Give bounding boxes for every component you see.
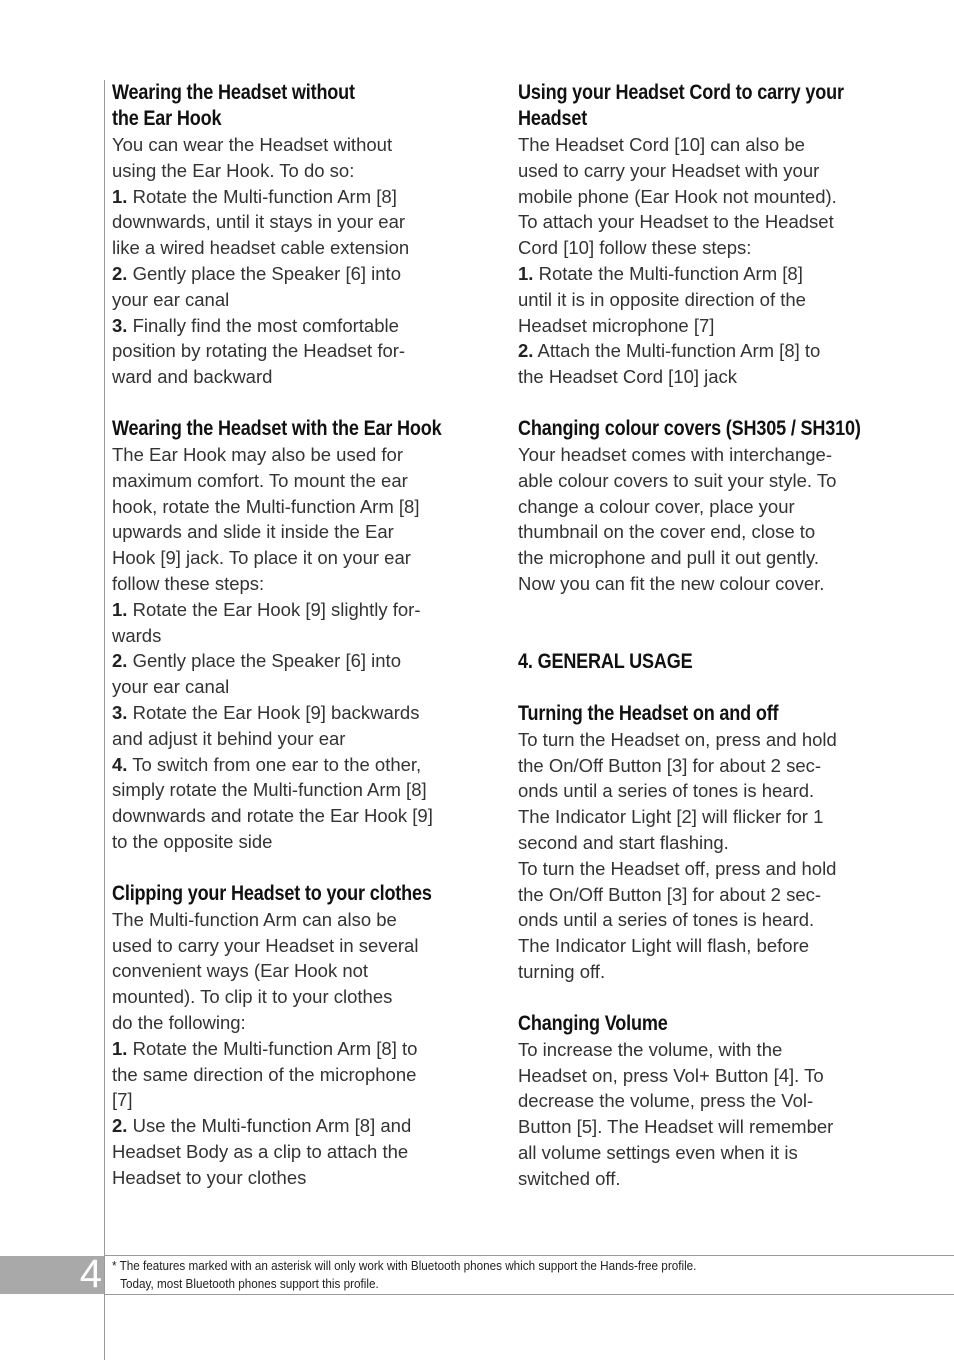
line-text: and adjust it behind your ear (112, 727, 346, 749)
text-line (112, 494, 472, 520)
step-number: 2. (518, 340, 534, 362)
footer-rule-bottom (104, 1294, 954, 1295)
text-line (112, 1036, 472, 1062)
line-text: used to carry your Headset in several (112, 934, 419, 956)
text-line (518, 132, 878, 158)
line-text: Cord [10] follow these steps: (518, 237, 752, 259)
line-text: simply rotate the Multi-function Arm [8] (112, 779, 427, 801)
step-number: 1. (518, 262, 534, 284)
step-number: 1. (112, 1037, 128, 1059)
line-text: the Headset Cord [10] jack (518, 366, 738, 388)
section-title: Turning the Headset on and off (518, 701, 779, 725)
line-text: Gently place the Speaker [6] into (127, 262, 401, 284)
section-title: Clipping your Headset to your clothes (112, 881, 432, 905)
section-title: Changing colour covers (SH305 / SH310) (518, 416, 861, 440)
step-number: 2. (112, 650, 128, 672)
section-title: Wearing the Headset with the Ear Hook (112, 416, 442, 440)
line-text: the microphone and pull it out gently. (518, 547, 819, 569)
text-line (112, 674, 472, 700)
section-title: the Ear Hook (112, 107, 222, 130)
line-text: thumbnail on the cover end, close to (518, 521, 816, 543)
line-text: hook, rotate the Multi-function Arm [8] (112, 495, 420, 517)
line-text: Gently place the Speaker [6] into (127, 650, 401, 672)
text-line (518, 338, 878, 364)
left-column (112, 80, 472, 1216)
text-line (112, 1010, 472, 1036)
line-text: the On/Off Button [3] for about 2 sec- (518, 883, 822, 905)
text-line (518, 287, 878, 313)
line-text: Headset microphone [7] (518, 314, 715, 336)
text-line (518, 778, 878, 804)
line-text: decrease the volume, press the Vol- (518, 1090, 814, 1112)
line-text: mobile phone (Ear Hook not mounted). (518, 185, 837, 207)
line-text: downwards, until it stays in your ear (112, 211, 406, 233)
section-with-ear-hook (112, 416, 472, 855)
line-text: all volume settings even when it is (518, 1141, 798, 1163)
text-line (112, 442, 472, 468)
text-line (112, 777, 472, 803)
line-text: The Ear Hook may also be used for (112, 443, 404, 465)
text-line (112, 364, 472, 390)
text-line (112, 597, 472, 623)
text-line (112, 1087, 472, 1113)
text-line (518, 209, 878, 235)
text-line (112, 184, 472, 210)
right-column (518, 80, 878, 1218)
text-line (112, 468, 472, 494)
text-line (518, 364, 878, 390)
line-text: the same direction of the microphone (112, 1063, 417, 1085)
page-number: 4 (79, 1252, 102, 1296)
line-text: Rotate the Multi-function Arm [8] (533, 262, 803, 284)
section-body (518, 727, 878, 985)
text-line (518, 494, 878, 520)
text-line (112, 958, 472, 984)
line-text: your ear canal (112, 676, 230, 698)
line-text: Now you can fit the new colour cover. (518, 572, 825, 594)
section-headset-cord (518, 80, 878, 390)
section-colour-covers (518, 416, 878, 597)
text-line (518, 856, 878, 882)
text-line (518, 1166, 878, 1192)
text-line (112, 313, 472, 339)
section-body (518, 1037, 878, 1192)
text-line (518, 519, 878, 545)
text-line (112, 571, 472, 597)
line-text: Headset to your clothes (112, 1166, 307, 1188)
line-text: onds until a series of tones is heard. (518, 909, 815, 931)
line-text: able colour covers to suit your style. To (518, 469, 837, 491)
line-text: switched off. (518, 1167, 621, 1189)
text-line (112, 752, 472, 778)
line-text: mounted). To clip it to your clothes (112, 986, 393, 1008)
section-body (518, 442, 878, 597)
line-text: The Headset Cord [10] can also be (518, 134, 805, 155)
text-line (518, 261, 878, 287)
line-text: change a colour cover, place your (518, 495, 795, 517)
line-text: second and start flashing. (518, 831, 729, 853)
line-text: upwards and slide it inside the Ear (112, 521, 394, 543)
section-title: Headset (518, 107, 588, 130)
step-number: 4. (112, 753, 128, 775)
line-text: The Indicator Light will flash, before (518, 935, 810, 957)
line-text: to the opposite side (112, 830, 273, 852)
chapter-title: 4. GENERAL USAGE (518, 649, 693, 673)
line-text: until it is in opposite direction of the (518, 288, 806, 310)
line-text: Rotate the Ear Hook [9] backwards (127, 701, 420, 723)
line-text: onds until a series of tones is heard. (518, 780, 815, 802)
footnote-line: Today, most Bluetooth phones support this profile. (120, 1276, 379, 1291)
line-text: maximum comfort. To mount the ear (112, 469, 408, 491)
text-line (518, 571, 878, 597)
line-text: your ear canal (112, 288, 230, 310)
line-text: Rotate the Multi-function Arm [8] (127, 185, 397, 207)
text-line (518, 804, 878, 830)
footer-rule-top (104, 1255, 954, 1256)
text-line (518, 727, 878, 753)
text-line (112, 829, 472, 855)
text-line (112, 287, 472, 313)
line-text: Headset on, press Vol+ Button [4]. To (518, 1064, 824, 1086)
step-number: 3. (112, 314, 128, 336)
line-text: using the Ear Hook. To do so: (112, 159, 355, 181)
text-line (112, 545, 472, 571)
text-line (112, 700, 472, 726)
line-text: To turn the Headset off, press and hold (518, 857, 837, 879)
line-text: To attach your Headset to the Headset (518, 211, 834, 233)
step-number: 3. (112, 701, 128, 723)
line-text: Button [5]. The Headset will remember (518, 1116, 834, 1138)
text-line (518, 235, 878, 261)
line-text: To turn the Headset on, press and hold (518, 728, 837, 750)
text-line (518, 1140, 878, 1166)
line-text: the On/Off Button [3] for about 2 sec- (518, 754, 822, 776)
page-number-box (0, 1252, 104, 1296)
text-line (518, 442, 878, 468)
text-line (112, 132, 472, 158)
line-text: You can wear the Headset without (112, 134, 393, 155)
chapter-general-usage (518, 649, 878, 675)
line-text: Hook [9] jack. To place it on your ear (112, 547, 411, 569)
section-changing-volume (518, 1011, 878, 1192)
section-body (112, 442, 472, 855)
text-line (112, 984, 472, 1010)
line-text: do the following: (112, 1011, 246, 1033)
step-number: 2. (112, 1115, 128, 1137)
section-title: Using your Headset Cord to carry your (518, 81, 844, 104)
section-title: Wearing the Headset without (112, 81, 355, 104)
text-line (518, 753, 878, 779)
line-text: downwards and rotate the Ear Hook [9] (112, 805, 433, 827)
text-line (112, 209, 472, 235)
line-text: used to carry your Headset with your (518, 159, 820, 181)
footnote-line: * The features marked with an asterisk will only work with Bluetooth phones which support the Hands-free profile. (112, 1258, 697, 1273)
text-line (112, 933, 472, 959)
text-line (112, 726, 472, 752)
text-line (112, 158, 472, 184)
text-line (518, 468, 878, 494)
text-line (518, 1114, 878, 1140)
line-text: Your headset comes with interchange- (518, 443, 833, 465)
text-line (112, 1113, 472, 1139)
line-text: position by rotating the Headset for- (112, 340, 406, 362)
text-line (518, 1088, 878, 1114)
line-text: Attach the Multi-function Arm [8] to (533, 340, 821, 362)
text-line (112, 1062, 472, 1088)
section-clip-to-clothes (112, 881, 472, 1191)
text-line (518, 882, 878, 908)
text-line (518, 830, 878, 856)
line-text: follow these steps: (112, 572, 265, 594)
line-text: To switch from one ear to the other, (127, 753, 422, 775)
text-line (518, 158, 878, 184)
line-text: turning off. (518, 960, 606, 982)
line-text: Use the Multi-function Arm [8] and (127, 1115, 412, 1137)
text-line (112, 623, 472, 649)
section-turning-on-off (518, 701, 878, 985)
line-text: Rotate the Ear Hook [9] slightly for- (127, 598, 421, 620)
line-text: [7] (112, 1089, 133, 1111)
section-body (112, 132, 472, 390)
margin-rule (104, 80, 105, 1360)
text-line (518, 313, 878, 339)
line-text: convenient ways (Ear Hook not (112, 960, 369, 982)
line-text: Rotate the Multi-function Arm [8] to (127, 1037, 418, 1059)
text-line (518, 933, 878, 959)
text-line (518, 545, 878, 571)
line-text: wards (112, 624, 162, 646)
text-line (518, 1037, 878, 1063)
text-line (112, 338, 472, 364)
text-line (112, 519, 472, 545)
text-line (112, 1139, 472, 1165)
line-text: The Indicator Light [2] will flicker for 1 (518, 806, 824, 828)
line-text: To increase the volume, with the (518, 1038, 783, 1060)
text-line (112, 1165, 472, 1191)
section-body (518, 132, 878, 390)
footnote (112, 1257, 696, 1293)
text-line (112, 803, 472, 829)
step-number: 2. (112, 262, 128, 284)
text-line (518, 184, 878, 210)
step-number: 1. (112, 598, 128, 620)
text-line (518, 959, 878, 985)
text-line (112, 648, 472, 674)
section-title: Changing Volume (518, 1011, 668, 1035)
section-without-ear-hook (112, 80, 472, 390)
text-line (112, 235, 472, 261)
text-line (112, 261, 472, 287)
line-text: The Multi-function Arm can also be (112, 908, 397, 930)
line-text: ward and backward (112, 366, 273, 388)
text-line (518, 907, 878, 933)
text-line (518, 1063, 878, 1089)
line-text: Finally find the most comfortable (127, 314, 399, 336)
line-text: Headset Body as a clip to attach the (112, 1140, 409, 1162)
section-body (112, 907, 472, 1191)
step-number: 1. (112, 185, 128, 207)
line-text: like a wired headset cable extension (112, 237, 410, 259)
text-line (112, 907, 472, 933)
